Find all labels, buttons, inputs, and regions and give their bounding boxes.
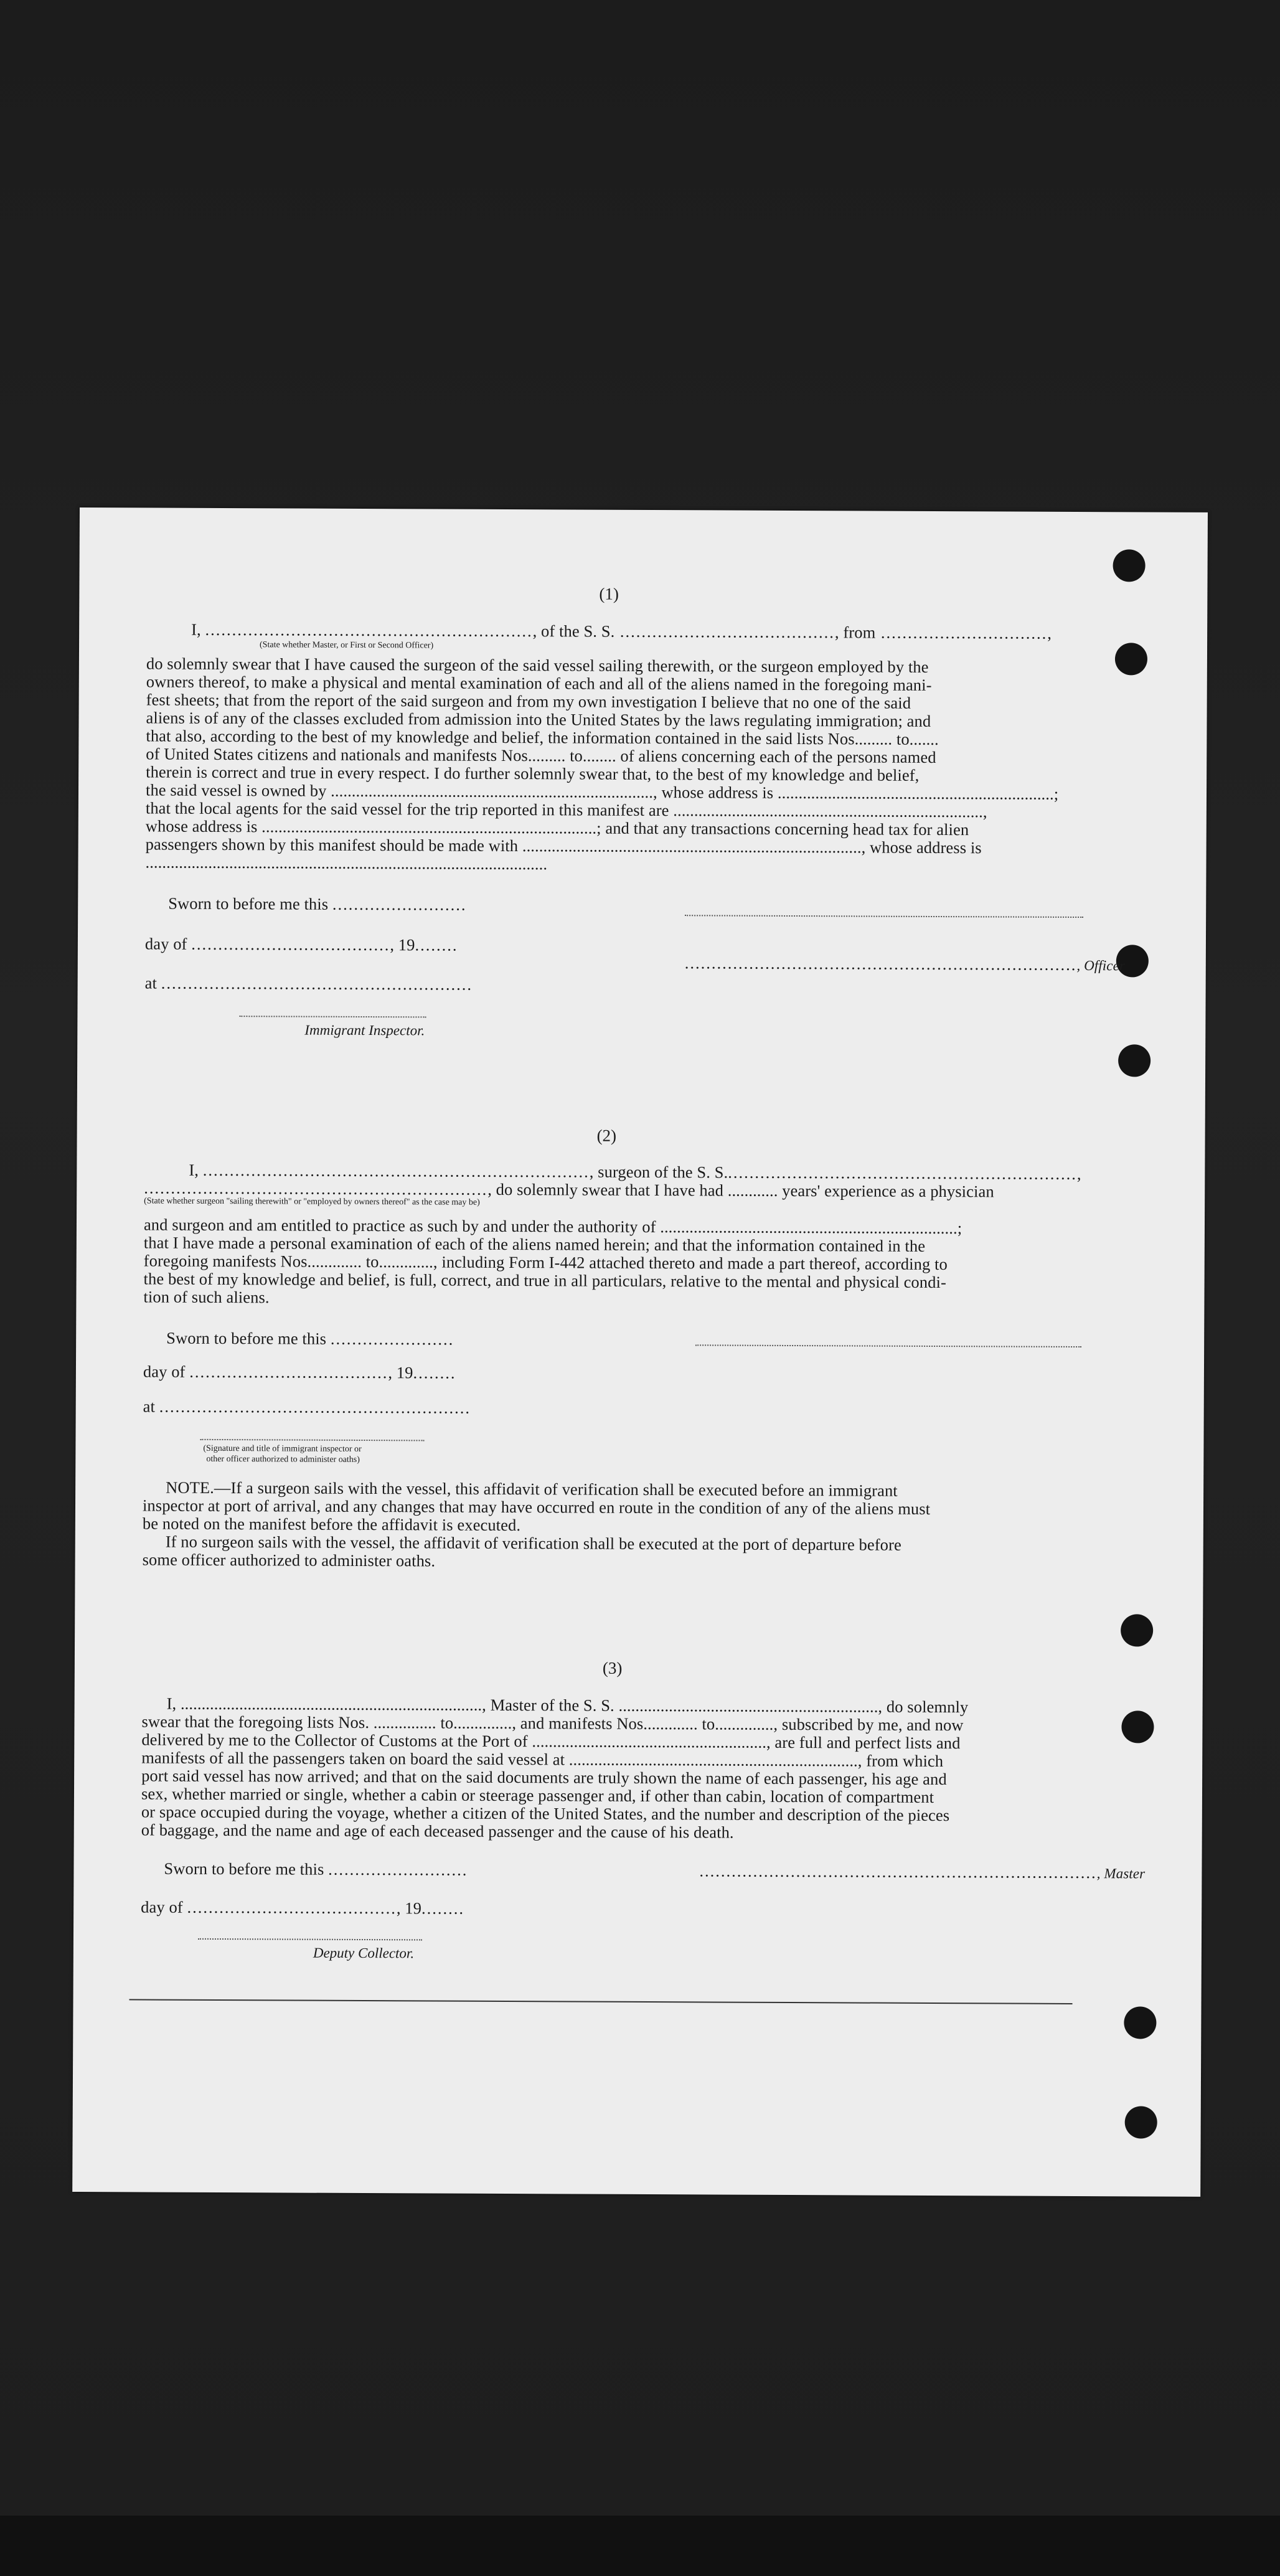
section-3-sworn: Sworn to before me this ..........................: [164, 1859, 468, 1879]
binder-hole: [1121, 1614, 1153, 1646]
section-1-sworn: Sworn to before me this .........................: [168, 894, 467, 914]
section-2-text-line: foregoing manifests Nos............. to............., including Form I-442 attached thereto and made a part thereof, according to: [143, 1251, 948, 1274]
section-2-line-1: I, ........................................................................, surgeon of the S. S..................................................................,: [189, 1160, 1083, 1184]
blank-field: ........................................: [614, 621, 835, 642]
section-2-text-line: tion of such aliens.: [143, 1287, 270, 1307]
section-3-text-line: I, ........................................................................, Master of the S. S. .............................................................., do solemnly: [166, 1694, 969, 1717]
section-3-number: (3): [602, 1658, 623, 1677]
section-1-text-line: do solemnly swear that I have caused the surgeon of the said vessel sailing therewith, or the surgeon employed by the: [146, 654, 929, 676]
blank-field: .............................................................: [205, 620, 533, 641]
section-3-text-line: manifests of all the passengers taken on board the said vessel at ....................................................................., from which: [141, 1748, 944, 1771]
section-2-signature-line: [695, 1344, 1081, 1347]
binder-hole: [1121, 1710, 1154, 1743]
section-2-sig-note-2: other officer authorized to administer oaths): [206, 1454, 360, 1465]
section-1-text-line: fest sheets; that from the report of the said surgeon and from my own investigation I believe that no one of the said: [146, 690, 911, 712]
section-1-number: (1): [599, 584, 619, 603]
section-2-line-2: ................................................................, do solemnly swear that I have had ............ years' experience as a physician: [144, 1178, 994, 1201]
section-3-text-line: sex, whether married or single, whether a cabin or steerage passenger and, if other than cabin, location of compartment: [141, 1784, 934, 1807]
section-2-day: day of ....................................., 19........: [143, 1362, 456, 1382]
section-2-text-line: and surgeon and am entitled to practice as such by and under the authority of .......................................................................;: [143, 1215, 962, 1238]
section-1-officer-line: ........................................................................., Officer: [684, 953, 1126, 974]
scan-bottom-edge: [0, 2516, 1280, 2576]
section-1-text-line: whose address is ................................................................................; and that any transactions concerning head tax for alien: [145, 816, 969, 839]
section-2-text-line: that I have made a personal examination of each of the aliens named herein; and that the information contained in the: [143, 1233, 926, 1255]
bottom-rule: [129, 1999, 1073, 2004]
binder-hole: [1115, 643, 1147, 675]
manifest-form-page: [72, 507, 1208, 2197]
section-3-text-line: port said vessel has now arrived; and that on the said documents are truly shown the name of each passenger, his age and: [141, 1766, 947, 1789]
section-3-master-line: .........................................................................., Master: [699, 1861, 1146, 1882]
note-line: If no surgeon sails with the vessel, the affidavit of verification shall be executed at the port of departure before: [165, 1532, 901, 1554]
binder-hole: [1113, 549, 1145, 582]
section-1-at: at ..........................................................: [144, 973, 473, 994]
section-1-line-1: [191, 620, 1053, 643]
note-line: be noted on the manifest before the affidavit is executed.: [142, 1514, 521, 1535]
section-3-text-line: swear that the foregoing lists Nos. ............... to.............., and manifests Nos............. to.............., subscribed by me, and now: [141, 1712, 964, 1735]
note-line: some officer authorized to administer oaths.: [142, 1550, 436, 1570]
section-2-sworn: Sworn to before me this .......................: [166, 1328, 454, 1349]
section-3-day: day of ......................................., 19........: [141, 1897, 465, 1918]
section-1-text-line: ................................................................................................: [145, 852, 548, 874]
section-3-collector-label: Deputy Collector.: [313, 1945, 415, 1961]
section-1-text-line: aliens is of any of the classes excluded from admission into the United States by the laws regulating immigration; and: [146, 708, 931, 730]
section-3-text-line: of baggage, and the name and age of each deceased passenger and the cause of his death.: [141, 1820, 734, 1842]
section-1-day: day of ....................................., 19........: [144, 934, 458, 955]
note-line: inspector at port of arrival, and any changes that may have occurred en route in the condition of any of the aliens must: [142, 1496, 931, 1518]
section-1-text-line: passengers shown by this manifest should be made with ................................................................................., whose address is: [145, 834, 982, 857]
section-1-i: I,: [191, 620, 205, 639]
section-1-signature-line: [685, 915, 1083, 918]
section-3-collector-line: [198, 1938, 422, 1941]
section-2-number: (2): [596, 1126, 617, 1145]
section-2-surgeon-note: (State whether surgeon "sailing therewith" or "employed by owners thereof" as the case may be): [144, 1196, 480, 1207]
blank-field: ...............................,: [875, 623, 1053, 643]
binder-hole: [1124, 2006, 1156, 2039]
section-3-text-line: or space occupied during the voyage, whether a citizen of the United States, and the number and description of the pieces: [141, 1802, 950, 1825]
binder-hole: [1125, 2106, 1157, 2138]
section-3-text-line: delivered by me to the Collector of Customs at the Port of ........................................................, are full and perfect lists and: [141, 1730, 961, 1753]
section-1-text-line: that also, according to the best of my knowledge and belief, the information contained in the said lists Nos......... to.......: [146, 726, 939, 749]
binder-hole: [1118, 1044, 1151, 1077]
section-1-text-line: that the local agents for the said vessel for the trip reported in this manifest are ..........................................................................,: [145, 798, 987, 821]
section-2-text-line: the best of my knowledge and belief, is full, correct, and true in all particulars, relative to the mental and physical condi-: [143, 1269, 946, 1292]
section-1-inspector-label: Immigrant Inspector.: [304, 1022, 425, 1039]
section-1-text-line: therein is correct and true in every respect. I do further solemnly swear that, to the best of my knowledge and belief,: [146, 762, 920, 785]
section-1-ss-label: , of the S. S.: [532, 621, 615, 641]
section-2-inspector-line: [200, 1439, 424, 1441]
section-1-inspector-line: [239, 1016, 426, 1017]
section-2-sig-note-1: (Signature and title of immigrant inspector or: [203, 1443, 362, 1454]
note-line: NOTE.—If a surgeon sails with the vessel, this affidavit of verification shall be executed before an immigrant: [166, 1478, 898, 1500]
section-1-officer-note: (State whether Master, or First or Second Officer): [260, 640, 434, 651]
section-1-text-line: of United States citizens and nationals and manifests Nos......... to........ of aliens concerning each of the persons named: [146, 744, 936, 767]
section-1-text-line: owners thereof, to make a physical and mental examination of each and all of the aliens named in the foregoing mani-: [146, 672, 932, 694]
section-2-at: at ..........................................................: [143, 1397, 471, 1417]
section-1-text-line: the said vessel is owned by ............................................................................., whose address is ..................................................................;: [145, 780, 1059, 803]
section-1-from-label: , from: [834, 623, 876, 642]
